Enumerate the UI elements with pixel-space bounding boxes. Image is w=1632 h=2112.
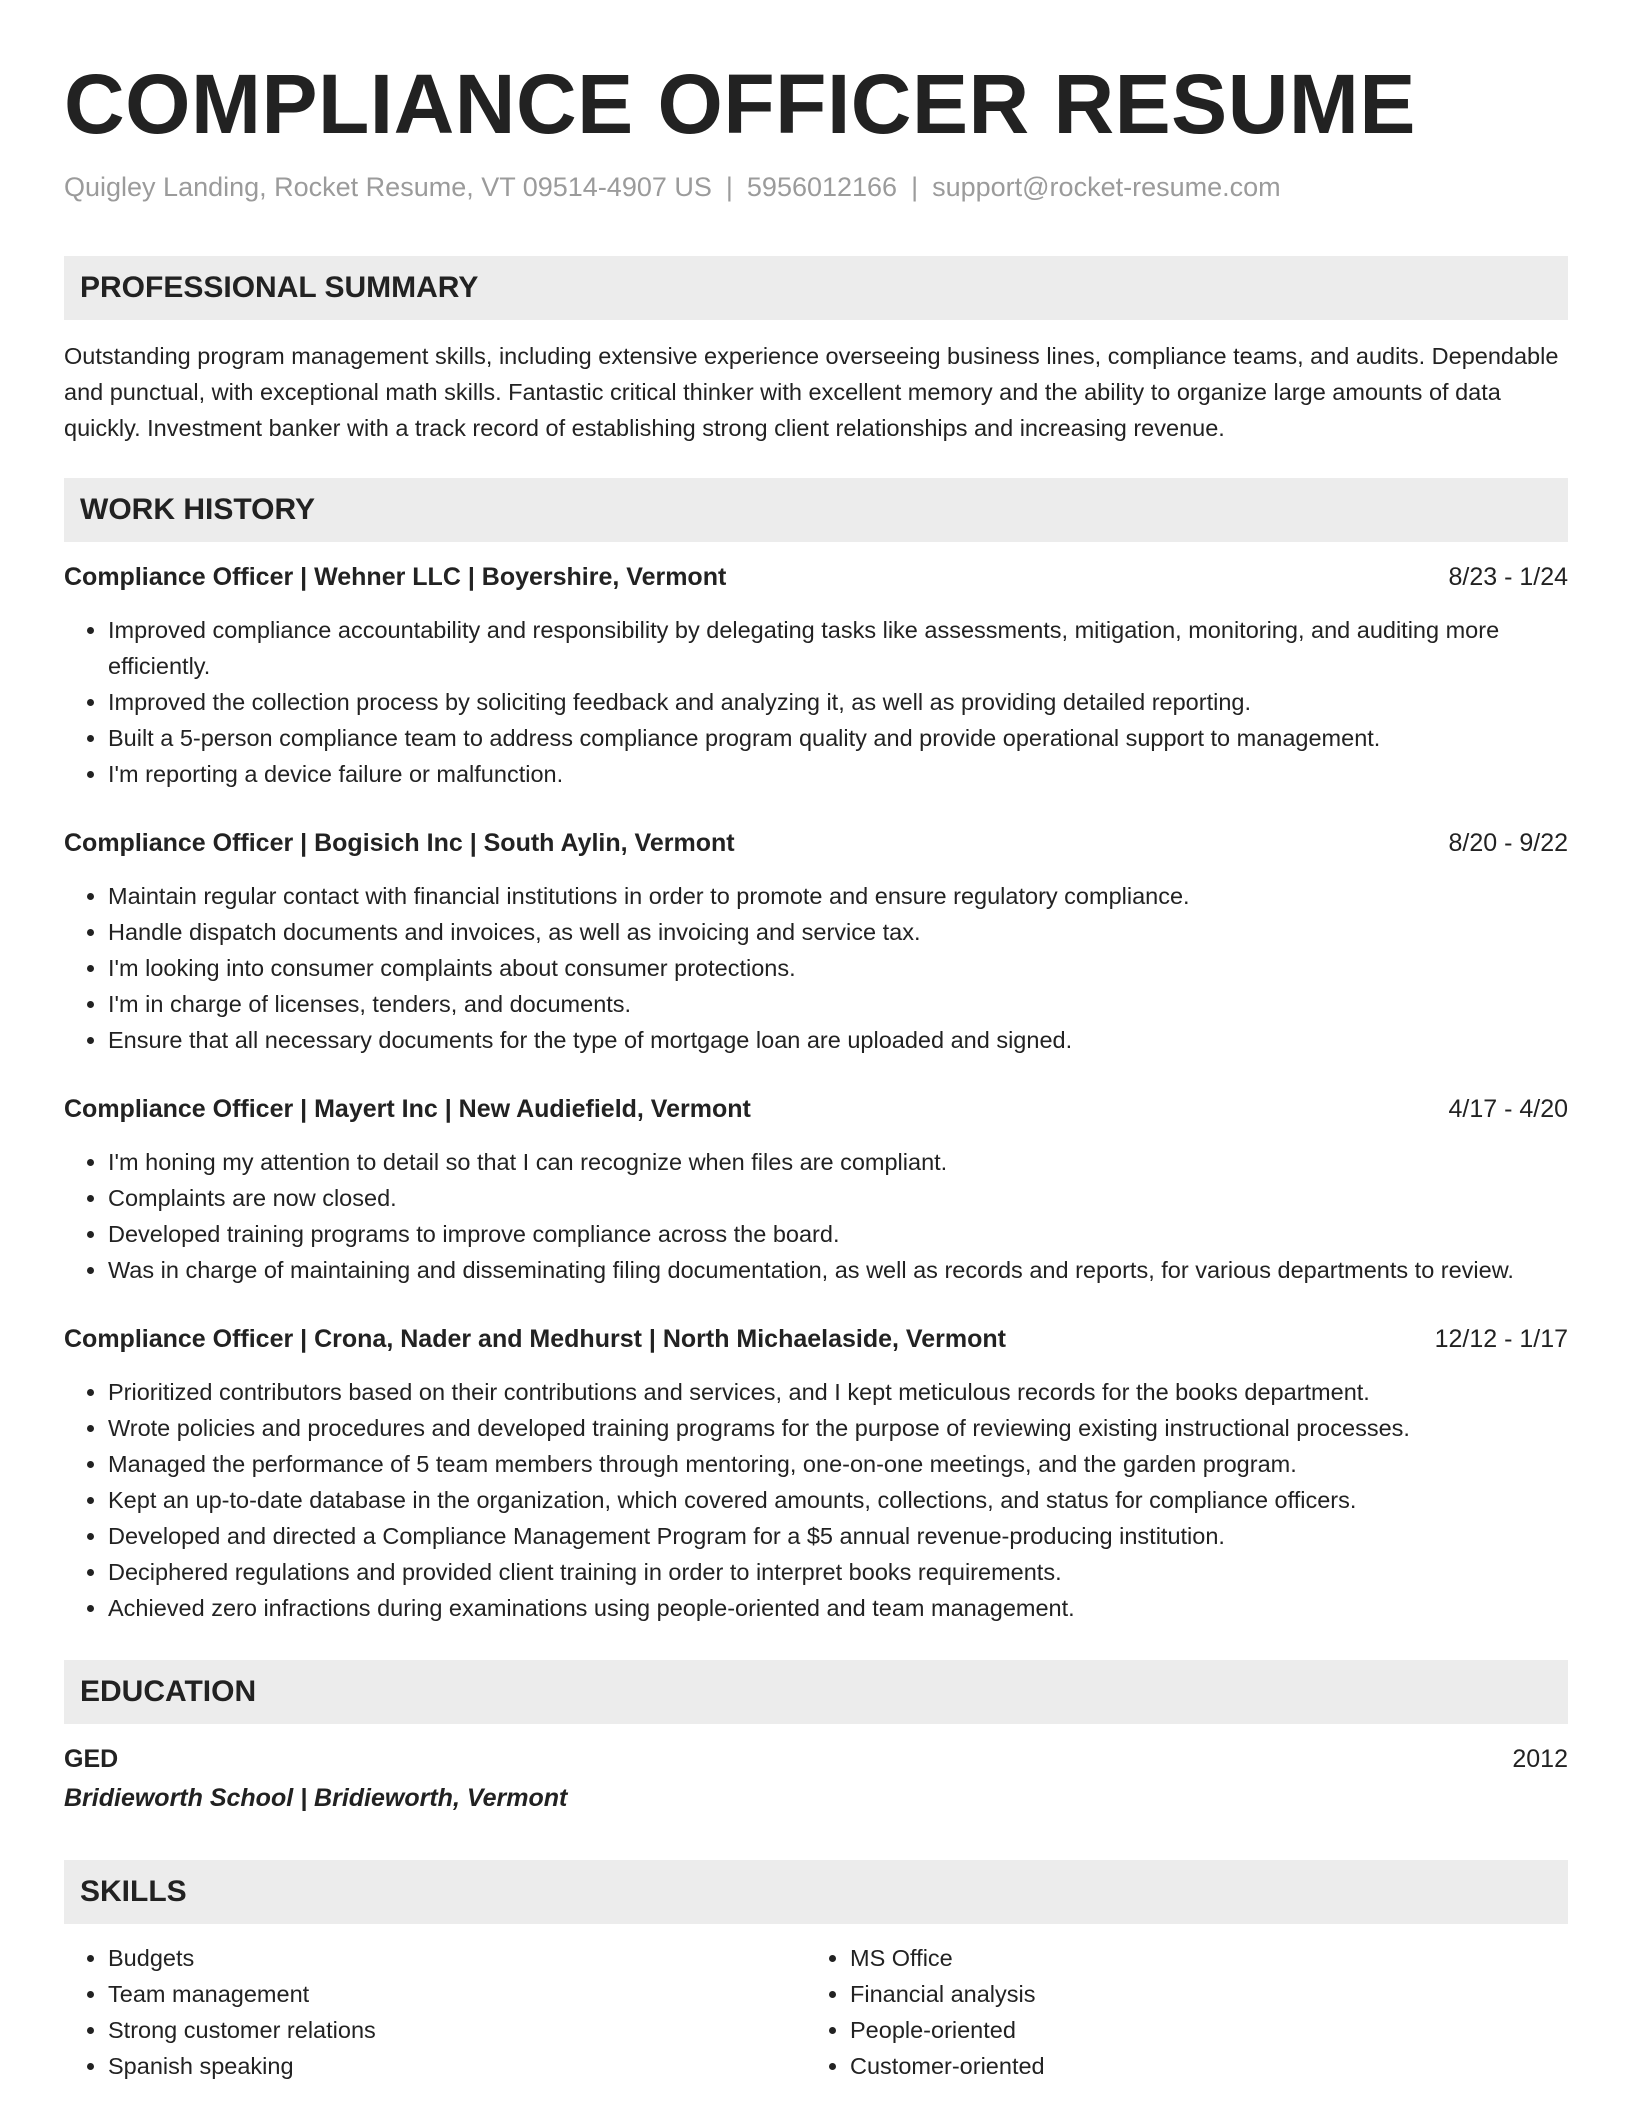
- job-title: Compliance Officer | Crona, Nader and Medhurst | North Michaelaside, Vermont: [64, 1325, 1006, 1353]
- education-year: 2012: [1512, 1745, 1568, 1773]
- job-bullet: • I'm honing my attention to detail so that I can recognize when files are compliant.: [108, 1144, 1568, 1180]
- job-bullet: • Maintain regular contact with financial institutions in order to promote and ensure regulatory compliance.: [108, 878, 1568, 914]
- contact-email: support@rocket-resume.com: [932, 172, 1281, 202]
- job-bullet: • Handle dispatch documents and invoices, as well as invoicing and service tax.: [108, 914, 1568, 950]
- skill-item: • People-oriented: [850, 2012, 1548, 2048]
- job-bullet: • Built a 5-person compliance team to address compliance program quality and provide operational support to management.: [108, 720, 1568, 756]
- job-bullet: • I'm in charge of licenses, tenders, and documents.: [108, 986, 1568, 1022]
- job-bullet: • Was in charge of maintaining and disseminating filing documentation, as well as records and reports, for various departments to review.: [108, 1252, 1568, 1288]
- job-header: [64, 826, 1568, 860]
- job-entry: [64, 826, 1568, 1058]
- job-title: Compliance Officer | Mayert Inc | New Audiefield, Vermont: [64, 1095, 751, 1123]
- job-bullets: [64, 1144, 1568, 1288]
- job-header: [64, 1092, 1568, 1126]
- skill-item: • Team management: [108, 1976, 806, 2012]
- contact-line: [64, 170, 1568, 204]
- job-title: Compliance Officer | Bogisich Inc | South Aylin, Vermont: [64, 829, 735, 857]
- job-bullet: • I'm looking into consumer complaints about consumer protections.: [108, 950, 1568, 986]
- skills-heading: SKILLS: [64, 1860, 1568, 1924]
- contact-address: Quigley Landing, Rocket Resume, VT 09514-4907 US: [64, 172, 712, 202]
- job-bullet: • Developed training programs to improve compliance across the board.: [108, 1216, 1568, 1252]
- skills-column-left: [64, 1940, 806, 2084]
- job-entry: [64, 560, 1568, 792]
- job-bullet: • Achieved zero infractions during examinations using people-oriented and team management.: [108, 1590, 1568, 1626]
- summary-text: Outstanding program management skills, including extensive experience overseeing business lines, compliance teams, and audits. Dependable and punctual, with exceptional math skills. Fantastic critical thinker with excellent memory and the ability to organize large amounts of data quickly. Investment banker with a track record of establishing strong client relationships and increasing revenue.: [64, 343, 1559, 441]
- skills-column-right: [806, 1940, 1548, 2084]
- skill-item: • Budgets: [108, 1940, 806, 1976]
- job-entry: [64, 1322, 1568, 1626]
- contact-separator: |: [911, 172, 919, 202]
- job-entry: [64, 1092, 1568, 1288]
- job-bullet: • Kept an up-to-date database in the organization, which covered amounts, collections, and status for compliance officers.: [108, 1482, 1568, 1518]
- education-school: Bridieworth School | Bridieworth, Vermont: [64, 1784, 568, 1812]
- resume-page: [64, 0, 1568, 2084]
- job-bullets: [64, 878, 1568, 1058]
- resume-title: COMPLIANCE OFFICER RESUME: [64, 57, 1416, 151]
- job-bullet: • Complaints are now closed.: [108, 1180, 1568, 1216]
- job-bullet: • I'm reporting a device failure or malfunction.: [108, 756, 1568, 792]
- job-bullet: • Ensure that all necessary documents for the type of mortgage loan are uploaded and signed.: [108, 1022, 1568, 1058]
- job-header: [64, 1322, 1568, 1356]
- job-dates: 12/12 - 1/17: [1434, 1325, 1568, 1353]
- work-history-heading: WORK HISTORY: [64, 478, 1568, 542]
- skills-grid: [64, 1940, 1568, 2084]
- education-heading: EDUCATION: [64, 1660, 1568, 1724]
- job-dates: 8/23 - 1/24: [1448, 563, 1568, 591]
- job-bullet: • Prioritized contributors based on their contributions and services, and I kept meticulous records for the books department.: [108, 1374, 1568, 1410]
- job-dates: 8/20 - 9/22: [1448, 829, 1568, 857]
- job-title: Compliance Officer | Wehner LLC | Boyershire, Vermont: [64, 563, 727, 591]
- contact-separator: |: [725, 172, 733, 202]
- job-bullet: • Deciphered regulations and provided client training in order to interpret books requirements.: [108, 1554, 1568, 1590]
- job-dates: 4/17 - 4/20: [1448, 1095, 1568, 1123]
- job-bullet: • Wrote policies and procedures and developed training programs for the purpose of reviewing existing instructional processes.: [108, 1410, 1568, 1446]
- education-degree: GED: [64, 1745, 119, 1773]
- contact-phone: 5956012166: [746, 172, 898, 202]
- skill-item: • Financial analysis: [850, 1976, 1548, 2012]
- job-bullet: • Improved compliance accountability and responsibility by delegating tasks like assessments, mitigation, monitoring, and auditing more efficiently.: [108, 612, 1568, 684]
- job-bullets: [64, 612, 1568, 792]
- education-header: [64, 1742, 1568, 1776]
- job-bullet: • Developed and directed a Compliance Management Program for a $5 annual revenue-producing institution.: [108, 1518, 1568, 1554]
- skill-item: • Strong customer relations: [108, 2012, 806, 2048]
- skill-item: • Spanish speaking: [108, 2048, 806, 2084]
- summary-heading: PROFESSIONAL SUMMARY: [64, 256, 1568, 320]
- job-bullet: • Improved the collection process by soliciting feedback and analyzing it, as well as providing detailed reporting.: [108, 684, 1568, 720]
- skill-item: • Customer-oriented: [850, 2048, 1548, 2084]
- job-bullet: • Managed the performance of 5 team members through mentoring, one-on-one meetings, and the garden program.: [108, 1446, 1568, 1482]
- job-header: [64, 560, 1568, 594]
- skill-item: • MS Office: [850, 1940, 1548, 1976]
- job-bullets: [64, 1374, 1568, 1626]
